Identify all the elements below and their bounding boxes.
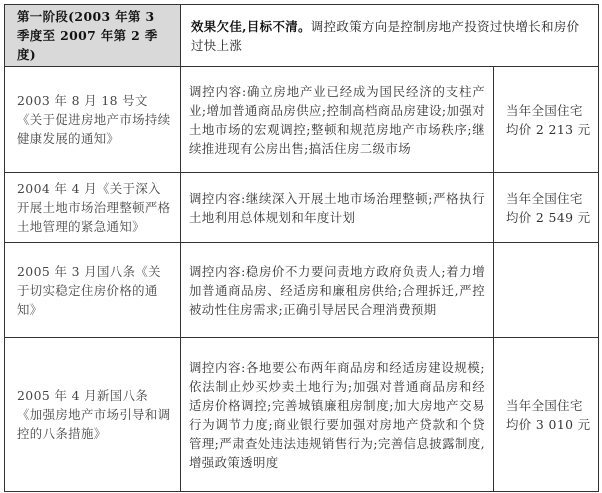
price-label: 当年全国住宅 bbox=[506, 102, 583, 118]
stage-label: 第一阶段(2003 年第 3 季度至 2007 年第 2 季度) bbox=[17, 9, 158, 62]
policy-content-cell: 调控内容:稳房价不力要问责地方政府负责人;着力增加普通商品房、经适房和廉租房供给;合理拆迁,严控被动性住房需求;正确引导居民合理消费预期 bbox=[181, 243, 494, 338]
policy-content-cell: 调控内容:确立房地产业已经成为国民经济的支柱产业;增加普通商品房供应;控制高档商品房建设;加强对土地市场的宏观调控;整顿和规范房地产市场秩序;继续推进现有公房出售;搞活住房二级市场 bbox=[181, 67, 494, 173]
table-row bbox=[5, 67, 599, 173]
price-label: 当年全国住宅 bbox=[506, 397, 583, 413]
policy-document-cell: 2005 年 3 月国八条《关于切实稳定住房价格的通知》 bbox=[5, 243, 181, 338]
policy-content-cell: 调控内容:继续深入开展土地市场治理整顿;严格执行土地利用总体规划和年度计划 bbox=[181, 173, 494, 243]
price-label: 当年全国住宅 bbox=[506, 190, 583, 206]
table-row bbox=[5, 243, 599, 338]
table-row bbox=[5, 338, 599, 492]
policy-document-cell: 2005 年 4 月新国八条《加强房地产市场引导和调控的八条措施》 bbox=[5, 338, 181, 492]
table-row bbox=[5, 173, 599, 243]
price-value: 均价 3 010 元 bbox=[506, 416, 591, 432]
policy-document-cell: 2004 年 4 月《关于深入开展土地市场治理整顿严格土地管理的紧急通知》 bbox=[5, 173, 181, 243]
price-cell bbox=[494, 338, 599, 492]
table-header-row bbox=[5, 5, 599, 67]
policy-document-cell: 2003 年 8 月 18 号文《关于促进房地产市场持续健康发展的通知》 bbox=[5, 67, 181, 173]
stage-header-cell bbox=[5, 5, 181, 67]
price-value: 均价 2 549 元 bbox=[506, 209, 591, 225]
effect-lead: 效果欠佳,目标不清。 bbox=[191, 18, 311, 34]
effect-text: 调控政策方向是控制房地产投资过快增长和房价过快上涨 bbox=[191, 18, 580, 53]
price-cell bbox=[494, 67, 599, 173]
policy-content-cell: 调控内容:各地要公布两年商品房和经适房建设规模;依法制止炒买炒卖土地行为;加强对普通商品房和经适房价格调控;完善城镇廉租房制度;加大房地产交易行为调节力度;商业银行要加强对房地产贷款和个贷管理;严肃查处违法违规销售行为;完善信息披露制度,增强政策透明度 bbox=[181, 338, 494, 492]
effect-header-cell bbox=[181, 5, 599, 67]
price-value: 均价 2 213 元 bbox=[506, 121, 591, 137]
price-cell bbox=[494, 243, 599, 338]
policy-table bbox=[4, 4, 599, 492]
price-cell bbox=[494, 173, 599, 243]
